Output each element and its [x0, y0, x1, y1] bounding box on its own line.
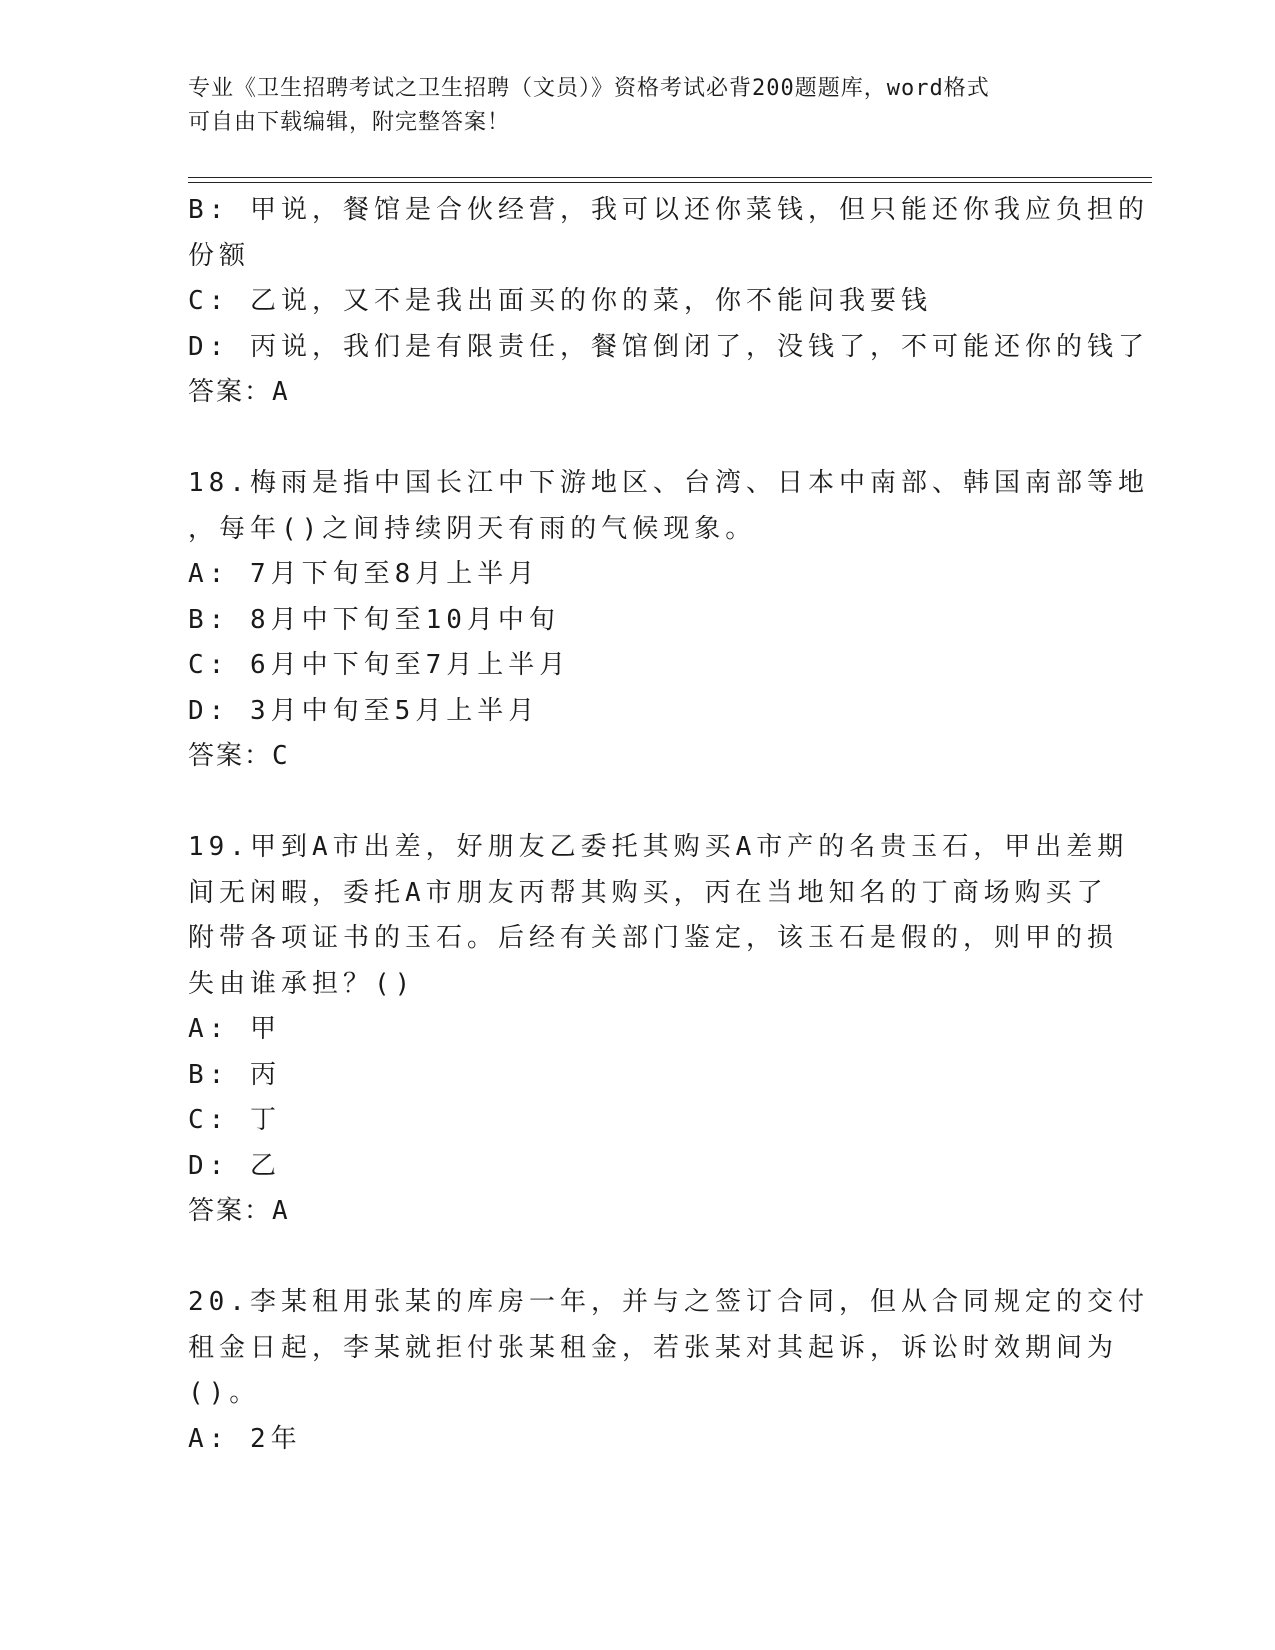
- question-19-block: [188, 825, 1129, 1235]
- q18-stem-line-1: 18.梅雨是指中国长江中下游地区、台湾、日本中南部、韩国南部等地: [188, 468, 1149, 498]
- q17-option-b-line-1: B: 甲说，餐馆是合伙经营，我可以还你菜钱，但只能还你我应负担的: [188, 195, 1149, 225]
- q19-stem-line-4: 失由谁承担？(): [188, 968, 416, 999]
- q19-option-b: B: 丙: [188, 1059, 281, 1090]
- question-17-block: [188, 188, 1149, 416]
- q20-stem-line-3: ()。: [188, 1378, 261, 1408]
- q18-option-c: C: 6月中下旬至7月上半月: [188, 650, 571, 680]
- question-list: [188, 188, 1149, 1462]
- question-18-block: [188, 461, 1149, 780]
- q19-stem-line-3: 附带各项证书的玉石。后经有关部门鉴定，该玉石是假的，则甲的损: [188, 923, 1119, 953]
- q19-option-d: D: 乙: [188, 1150, 281, 1181]
- q18-option-d: D: 3月中旬至5月上半月: [188, 695, 540, 726]
- q17-option-b-line-2: 份额: [188, 240, 251, 271]
- header-divider-top: [188, 177, 1152, 178]
- document-header: [188, 72, 1088, 140]
- q19-stem-line-1: 19.甲到A市出差，好朋友乙委托其购买A市产的名贵玉石，甲出差期: [188, 832, 1129, 862]
- header-title-line-2: 可自由下载编辑，附完整答案！: [188, 110, 511, 135]
- q20-option-a: A: 2年: [188, 1423, 302, 1454]
- q18-answer: 答案：C: [188, 741, 290, 771]
- q17-option-d: D: 丙说，我们是有限责任，餐馆倒闭了，没钱了，不可能还你的钱了: [188, 331, 1149, 362]
- q18-option-b: B: 8月中下旬至10月中旬: [188, 604, 560, 635]
- header-divider-bottom: [188, 182, 1152, 183]
- q19-stem-line-2: 间无闲暇，委托A市朋友丙帮其购买，丙在当地知名的丁商场购买了: [188, 877, 1108, 908]
- question-20-block: [188, 1280, 1149, 1462]
- q20-stem-line-2: 租金日起，李某就拒付张某租金，若张某对其起诉，诉讼时效期间为: [188, 1332, 1119, 1363]
- q18-option-a: A: 7月下旬至8月上半月: [188, 559, 540, 589]
- spacer: [188, 1235, 1088, 1281]
- q19-answer: 答案：A: [188, 1196, 290, 1226]
- q17-answer: 答案：A: [188, 377, 290, 407]
- q19-option-c: C: 丁: [188, 1105, 281, 1135]
- q17-option-c: C: 乙说，又不是我出面买的你的菜，你不能问我要钱: [188, 286, 932, 316]
- q19-option-a: A: 甲: [188, 1014, 281, 1044]
- q18-stem-line-2: ，每年()之间持续阴天有雨的气候现象。: [188, 513, 757, 544]
- spacer: [188, 416, 1088, 462]
- q20-stem-line-1: 20.李某租用张某的库房一年，并与之签订合同，但从合同规定的交付: [188, 1287, 1149, 1317]
- spacer: [188, 780, 1088, 826]
- header-title-line-1: 专业《卫生招聘考试之卫生招聘（文员）》资格考试必背200题题库，word格式: [188, 76, 990, 101]
